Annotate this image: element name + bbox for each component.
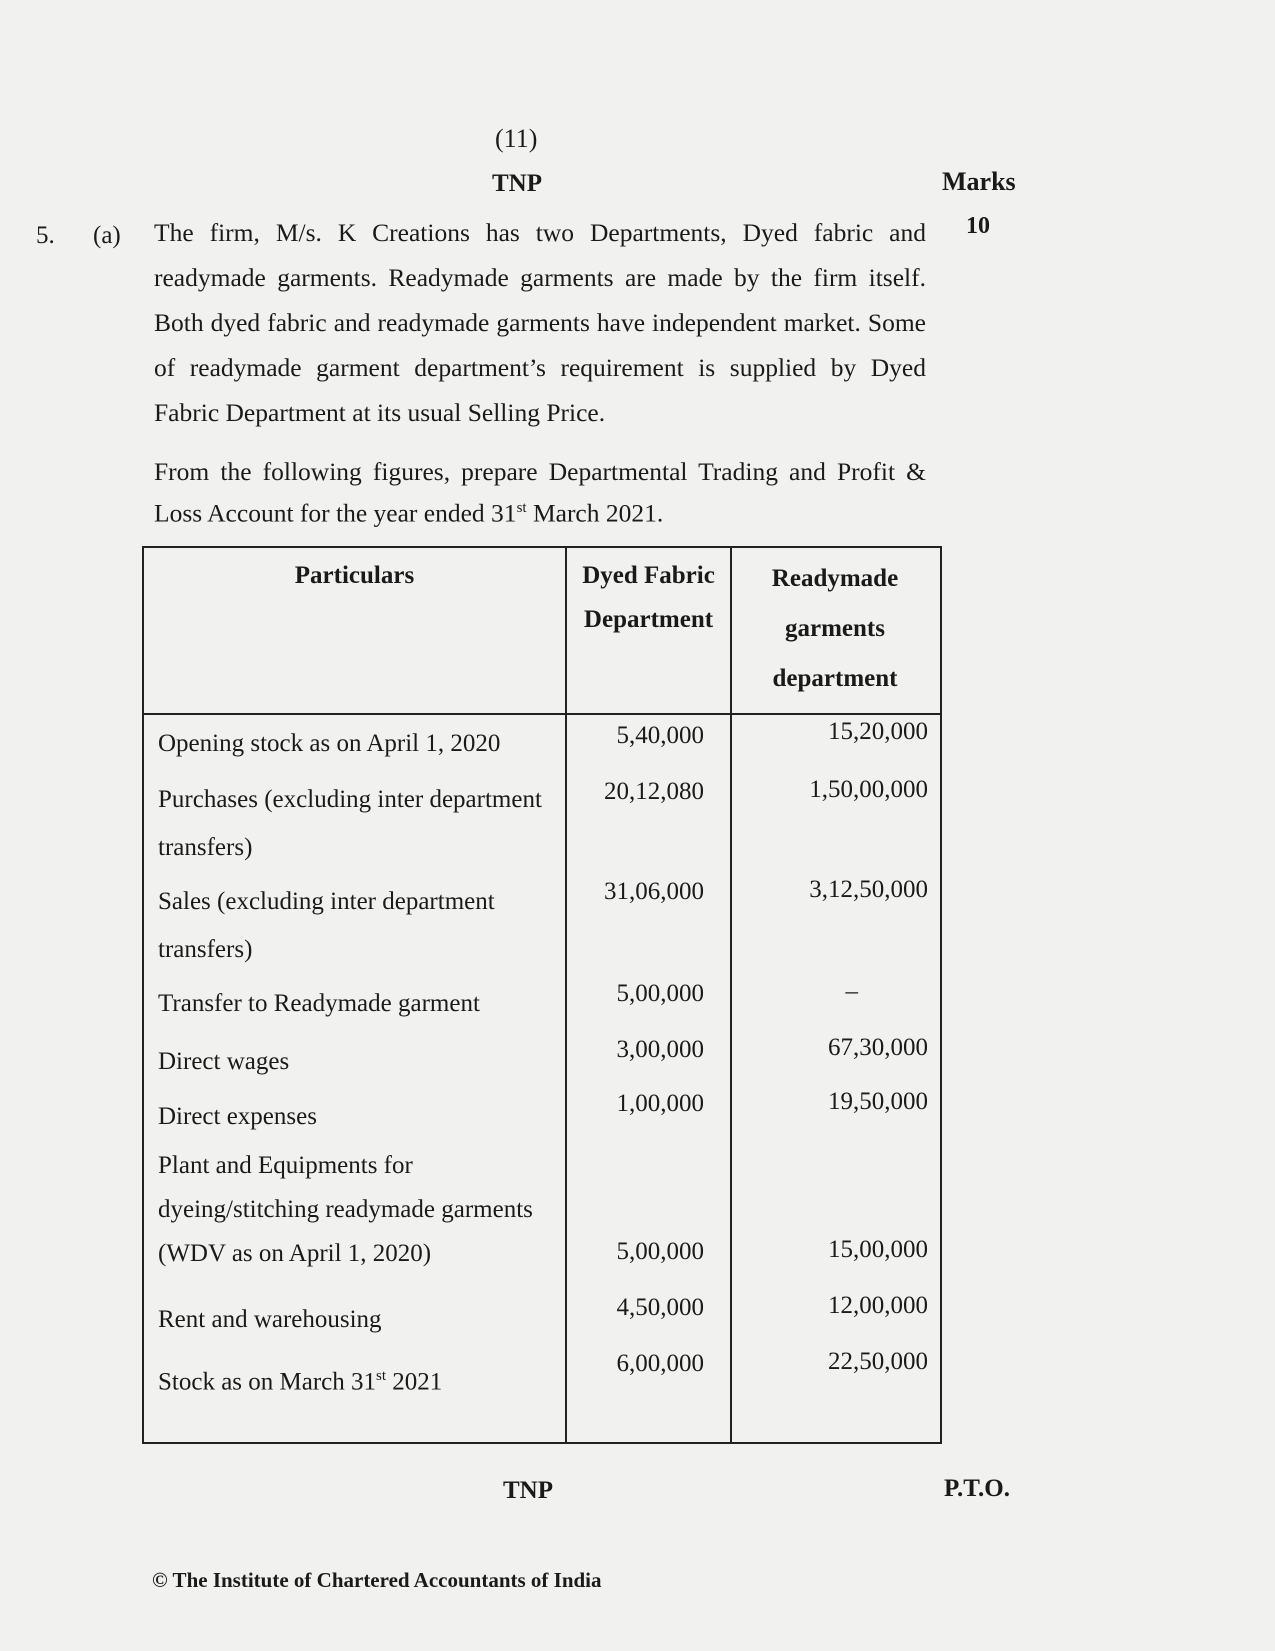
copyright-notice: © The Institute of Chartered Accountants of India (152, 1568, 602, 1592)
row-ready-rent: 12,00,000 (828, 1292, 928, 1319)
row-dyed-rent: 4,50,000 (616, 1294, 704, 1321)
row-label-plant: Plant and Equipments for dyeing/stitching readymade garments (WDV as on April 1, 2020) (158, 1152, 533, 1267)
header-divider (144, 713, 940, 715)
row-label-direct-expenses: Direct expenses (158, 1103, 317, 1130)
row-ready-plant: 15,00,000 (828, 1236, 928, 1263)
row-ready-direct-expenses: 19,50,000 (828, 1088, 928, 1115)
row-dyed-plant: 5,00,000 (616, 1238, 704, 1265)
closing-stock-text: Stock as on March 31 (158, 1368, 377, 1396)
paragraph-2-end: March 2021. (526, 498, 664, 528)
data-table (142, 546, 942, 1444)
question-part: (a) (93, 222, 121, 249)
row-dyed-opening-stock: 5,40,000 (616, 722, 704, 749)
marks-value: 10 (966, 213, 990, 239)
row-dyed-direct-expenses: 1,00,000 (616, 1090, 704, 1117)
row-label-rent: Rent and warehousing (158, 1306, 382, 1333)
paper-code-top: TNP (492, 170, 542, 197)
row-dyed-direct-wages: 3,00,000 (616, 1036, 704, 1063)
row-label-sales: Sales (excluding inter department transfers) (158, 888, 495, 963)
paper-code-bottom: TNP (503, 1477, 553, 1504)
page-number: (11) (495, 124, 538, 153)
header-particulars: Particulars (294, 562, 415, 589)
paragraph-2-superscript: st (516, 500, 527, 516)
row-dyed-sales: 31,06,000 (604, 878, 704, 905)
header-readymade: Readymade garments department (771, 565, 899, 692)
row-ready-purchases: 1,50,00,000 (809, 776, 928, 803)
row-label-direct-wages: Direct wages (158, 1048, 290, 1075)
paragraph-2-text: From the following figures, prepare Departmental Trading and Profit & Loss Account for the year ended 31 (154, 457, 926, 528)
row-label-transfer: Transfer to Readymade garment (158, 990, 480, 1017)
row-label-closing-stock (158, 1352, 598, 1406)
row-ready-opening-stock: 15,20,000 (828, 718, 928, 745)
closing-stock-superscript: st (376, 1368, 387, 1384)
row-ready-transfer: – (845, 978, 858, 1005)
row-dyed-closing-stock: 6,00,000 (616, 1350, 704, 1377)
please-turn-over: P.T.O. (944, 1475, 1010, 1502)
question-paragraph-2 (154, 454, 926, 532)
marks-heading: Marks (942, 167, 1016, 196)
header-dyed-fabric: Dyed Fabric Department (582, 562, 715, 633)
question-number: 5. (36, 222, 55, 249)
row-label-opening-stock: Opening stock as on April 1, 2020 (158, 730, 501, 757)
row-ready-direct-wages: 67,30,000 (828, 1034, 928, 1061)
row-label-purchases: Purchases (excluding inter department transfers) (158, 786, 542, 861)
row-ready-closing-stock: 22,50,000 (828, 1348, 928, 1375)
closing-stock-year: 2021 (386, 1368, 443, 1396)
row-ready-sales: 3,12,50,000 (809, 876, 928, 903)
row-dyed-purchases: 20,12,080 (604, 778, 704, 805)
row-dyed-transfer: 5,00,000 (616, 980, 704, 1007)
question-paragraph-1: The firm, M/s. K Creations has two Departments, Dyed fabric and readymade garments. Readymade garments are made by the firm itself. Both dyed fabric and readymade garments have independent market. Some of readymade garment department’s requirement is supplied by Dyed Fabric Department at its usual Selling Price. (154, 218, 926, 427)
